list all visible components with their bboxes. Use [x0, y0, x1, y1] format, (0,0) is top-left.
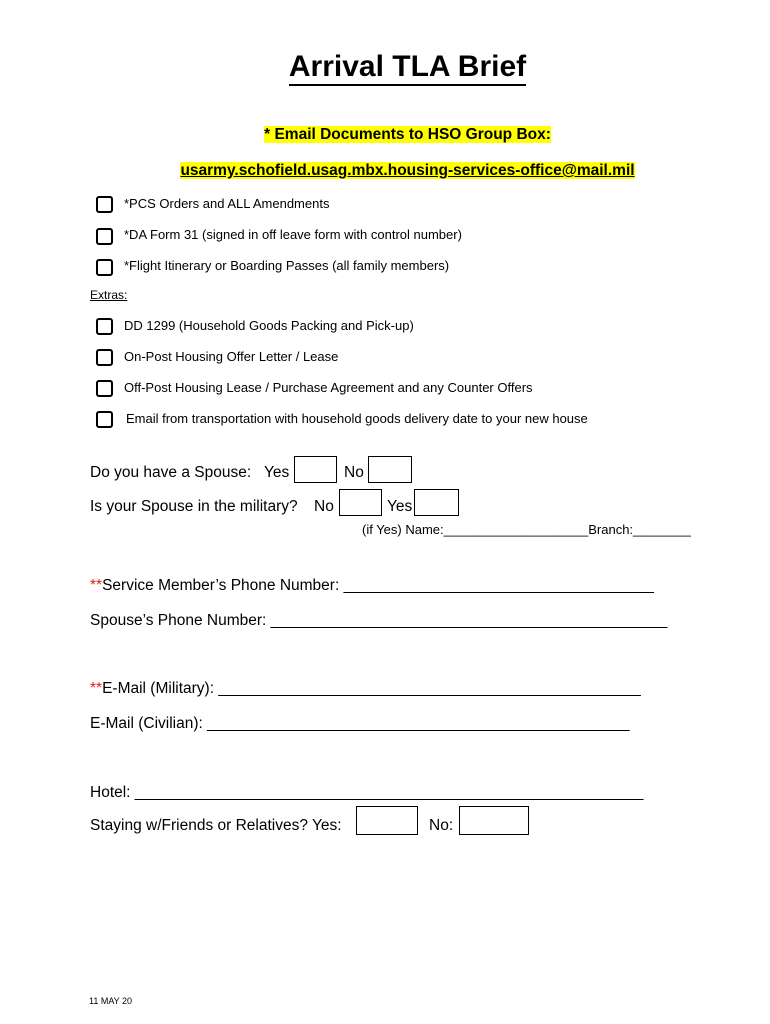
spouse-military-no-box[interactable] [339, 489, 382, 516]
email-address-text: usarmy.schofield.usag.mbx.housing-services-office@mail.mil [180, 162, 635, 179]
email-instruction [0, 126, 770, 144]
email-address-link[interactable] [0, 162, 770, 180]
document-title: Arrival TLA Brief [0, 50, 770, 84]
spouse-name-branch-field[interactable]: (if Yes) Name:____________________Branch:________ [362, 522, 691, 537]
item-da-form-31: *DA Form 31 (signed in off leave form with control number) [124, 227, 462, 242]
staying-no-label: No: [429, 817, 454, 834]
item-on-post-offer: On-Post Housing Offer Letter / Lease [124, 349, 339, 364]
required-marker: ** [90, 680, 103, 697]
spouse-yes-label: Yes [264, 464, 290, 481]
checkbox-flight-itinerary[interactable] [96, 259, 113, 276]
service-member-phone-field[interactable] [90, 577, 654, 595]
checkbox-on-post-offer[interactable] [96, 349, 113, 366]
checkbox-transportation-email[interactable] [96, 411, 113, 428]
item-flight-itinerary: *Flight Itinerary or Boarding Passes (all family members) [124, 258, 450, 273]
item-off-post-lease: Off-Post Housing Lease / Purchase Agreement and any Counter Offers [124, 380, 533, 395]
spouse-military-question: Is your Spouse in the military? [90, 498, 298, 515]
hotel-field[interactable]: Hotel: ___________________________________________________________ [90, 784, 644, 801]
service-member-phone-label: Service Member’s Phone Number: ____________________________________ [102, 577, 654, 594]
item-dd-1299: DD 1299 (Household Goods Packing and Pick-up) [124, 318, 414, 333]
staying-no-box[interactable] [459, 806, 529, 835]
staying-yes-box[interactable] [356, 806, 418, 835]
spouse-military-yes-label: Yes [387, 498, 413, 515]
checkbox-pcs-orders[interactable] [96, 196, 113, 213]
footer-date: 11 MAY 20 [89, 996, 133, 1006]
checkbox-off-post-lease[interactable] [96, 380, 113, 397]
checkbox-da-form-31[interactable] [96, 228, 113, 245]
extras-label: Extras: [90, 288, 128, 302]
spouse-military-yes-box[interactable] [414, 489, 459, 516]
email-instruction-text: * Email Documents to HSO Group Box: [264, 126, 551, 143]
spouse-phone-field[interactable]: Spouse’s Phone Number: ______________________________________________ [90, 612, 668, 629]
spouse-question: Do you have a Spouse: [90, 464, 252, 481]
military-email-label: E-Mail (Military): _________________________________________________ [102, 680, 641, 697]
military-email-field[interactable] [90, 680, 641, 698]
spouse-military-no-label: No [314, 498, 334, 515]
checkbox-dd-1299[interactable] [96, 318, 113, 335]
spouse-no-label: No [344, 464, 364, 481]
item-transportation-email: Email from transportation with household goods delivery date to your new house [126, 411, 588, 426]
item-pcs-orders: *PCS Orders and ALL Amendments [124, 196, 330, 211]
spouse-yes-box[interactable] [294, 456, 337, 483]
staying-question: Staying w/Friends or Relatives? Yes: [90, 817, 342, 834]
civilian-email-field[interactable]: E-Mail (Civilian): _________________________________________________ [90, 715, 630, 732]
spouse-no-box[interactable] [368, 456, 412, 483]
required-marker: ** [90, 577, 103, 594]
